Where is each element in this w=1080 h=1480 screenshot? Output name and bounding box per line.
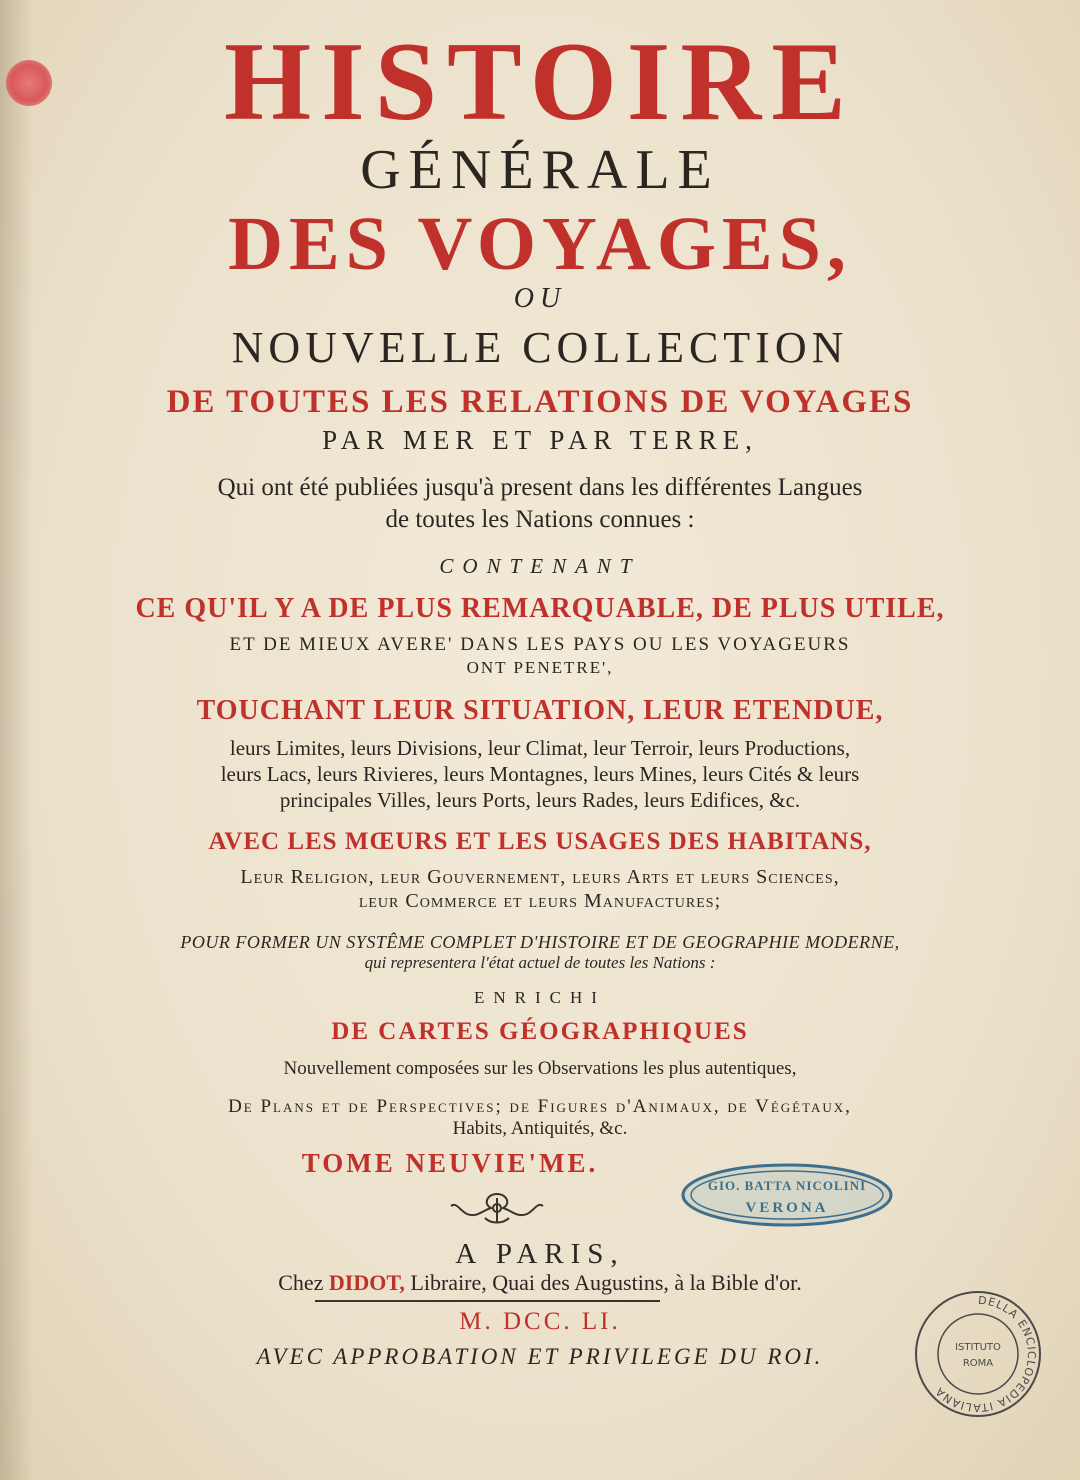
cartes-heading: DE CARTES GÉOGRAPHIQUES [331,1018,749,1045]
remarquable-line-3: ONT PENETRE', [466,658,614,677]
moeurs-line-2: leur Commerce et leurs Manufactures; [358,890,722,912]
title-generale: GÉNÉRALE [360,139,720,201]
imprint-publisher: DIDOT, [328,1270,405,1295]
touchant-line-3: principales Villes, leurs Ports, leurs Rades, leurs Edifices, &c. [279,788,801,812]
remarquable-line-1: CE QU'IL Y A DE PLUS REMARQUABLE, DE PLUS UTILE, [135,593,945,624]
systeme-line-1: POUR FORMER UN SYSTÊME COMPLET D'HISTOIRE ET DE GEOGRAPHIE MODERNE, [180,932,900,952]
stamp-oval-city: VERONA [745,1200,829,1216]
fleuron-ornament [447,1188,547,1228]
enrichi-heading: ENRICHI [474,988,606,1007]
title-histoire: HISTOIRE [224,20,856,144]
subtitle-line-1: Qui ont été publiées jusqu'à present dans les différentes Langues [217,474,863,501]
touchant-line-1: leurs Limites, leurs Divisions, leur Climat, leur Terroir, leurs Productions, [229,736,851,760]
touchant-heading: TOUCHANT LEUR SITUATION, LEUR ETENDUE, [196,695,884,726]
stamp-round-center: ROMA [962,1358,994,1369]
institute-round-stamp [912,1288,1044,1420]
library-oval-stamp [680,1162,894,1228]
title-relations: DE TOUTES LES RELATIONS DE VOYAGES [166,384,914,420]
title-ou: OU [513,283,567,314]
imprint-city: A PARIS, [455,1238,625,1270]
imprint-rule [315,1300,660,1302]
cartes-line-2: De Plans et de Perspectives; de Figures d'Animaux, de Végétaux, [228,1096,852,1117]
title-mer-terre: PAR MER ET PAR TERRE, [322,425,758,455]
title-des-voyages: DES VOYAGES, [228,202,852,286]
remarquable-line-2: ET DE MIEUX AVERE' DANS LES PAYS OU LES VOYAGEURS [229,634,851,655]
stamp-round-inner: ISTITUTO [955,1342,1001,1353]
imprint-address: Libraire, Quai des Augustins, à la Bible d'or. [410,1270,802,1295]
subtitle-line-2: de toutes les Nations connues : [385,506,695,533]
moeurs-line-1: Leur Religion, leur Gouvernement, leurs Arts et leurs Sciences, [240,866,840,888]
moeurs-heading: AVEC LES MŒURS ET LES USAGES DES HABITANS, [208,828,872,855]
cartes-line-1: Nouvellement composées sur les Observations les plus autentiques, [283,1058,797,1079]
imprint-privilege: AVEC APPROBATION ET PRIVILEGE DU ROI. [256,1344,824,1369]
imprint-chez: Chez [278,1270,324,1295]
tome-heading: TOME NEUVIE'ME. [301,1148,599,1178]
title-nouvelle-collection: NOUVELLE COLLECTION [231,323,849,372]
cartes-line-3: Habits, Antiquités, &c. [452,1118,628,1139]
stamp-round-ring-text: DELLA ENCICLOPEDIA ITALIANA [932,1293,1039,1415]
touchant-line-2: leurs Lacs, leurs Rivieres, leurs Montagnes, leurs Mines, leurs Cités & leurs [220,762,860,786]
systeme-line-2: qui representera l'état actuel de toutes les Nations : [364,953,716,972]
contenant-heading: CONTENANT [439,554,641,578]
imprint-year: M. DCC. LI. [459,1308,621,1335]
stamp-oval-owner: GIO. BATTA NICOLINI [707,1178,867,1193]
